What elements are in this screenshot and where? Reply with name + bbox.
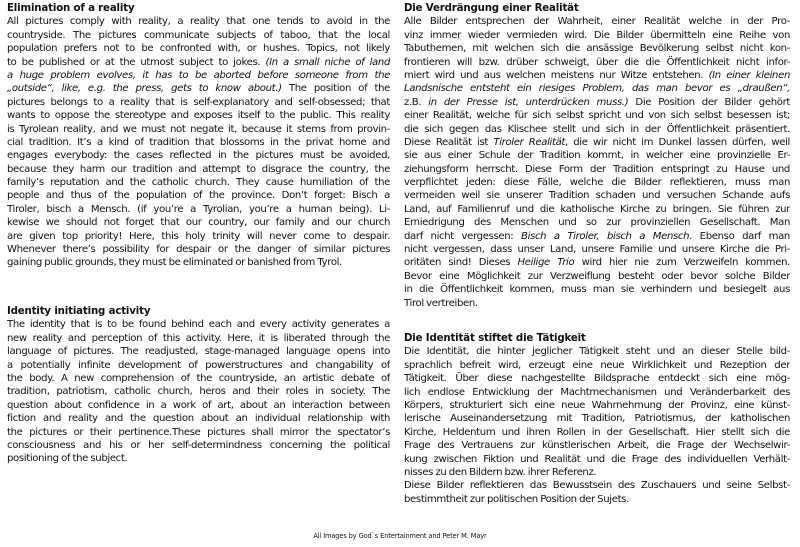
text-line [7,69,390,82]
text-line [404,439,790,452]
text-line [404,123,790,136]
text-line [7,399,390,412]
text-line [7,256,390,269]
text-run: consciousness and his or her self-determindness concerning the political [7,439,390,451]
text-line [404,136,790,149]
text-line [404,230,790,243]
italic-text: Bisch a Tiroler, bisch a Mensch [521,230,690,242]
text-run: Alle Bilder entsprechen der Wahrheit, einer Realität welche in der Pro- [404,16,790,28]
text-line [404,29,790,42]
text-run: people and thus of the population of the province. Don’t forget: Bisch a [7,190,390,202]
text-run: The position of the [281,83,390,95]
text-line [404,399,790,412]
text-run: Bevor eine Möglichkeit zur Verzweiflung besteht oder bevor solche Bilder [404,270,790,282]
text-line [404,426,790,439]
text-line [7,123,390,136]
text-run: are given top priority! Here, this holy trinity will never come to despair. [7,230,390,242]
text-run: vermeiden weil sie unserer Tradition schaden und versuchen Schande aufs [404,190,790,202]
text-run: Diese Realität ist [404,136,494,148]
text-run: . Ebenso darf man [689,230,790,242]
text-line [404,359,790,372]
italic-text: Heilige Trio [517,257,575,269]
text-line [7,96,390,109]
text-line [7,439,390,452]
text-line [7,109,390,122]
text-line [404,189,790,202]
image-credits: All Images by God`s Entertainment and Peter M. Mayr [313,532,487,540]
text-run: because they harm our tradition and attempt to disgrace the country, the [7,163,390,175]
text-line [404,479,790,492]
text-line [404,283,790,296]
text-line [404,297,790,310]
text-line [404,493,790,506]
text-line [7,203,390,216]
text-run: nisses zu den Bildern bzw. ihrer Referenz. [404,466,597,478]
text-run: the body. A new comprehension of the countryside, an artistic debate of [7,372,390,384]
text-run: Whenever there’s possibility for despair or the danger of similar pictures [7,244,390,256]
text-line [7,149,390,162]
text-line [7,176,390,189]
text-run: Körpers, strukturiert sich eine neue Wahrnehmung der Provinz, eine künst- [404,399,790,411]
text-run: engages everybody: the cases reflected in the pictures must be avoided, [7,150,390,162]
text-line [7,82,390,95]
text-line [7,318,390,331]
italic-text: Landsnische entsteht ein riesiges Problem, das man bevor es „draußen“, [404,83,790,95]
text-run: gaining public grounds, they must be eliminated or banished from Tyrol. [7,257,342,269]
text-run: positioning of the subject. [7,453,128,465]
text-line [404,82,790,95]
italic-text: (In einer kleinen [708,69,790,81]
section-body [404,15,790,310]
section-body [7,15,390,269]
text-line [7,15,390,28]
text-line [7,163,390,176]
text-line [404,216,790,229]
text-run: nicht vergessen, dass unser Land, unsere Familie und unsere Kirche die Pri- [404,244,790,256]
text-run: sie aus einer Schule der Tradition kommt, in welcher eine provinzielle Er- [404,150,790,162]
text-run: wird hier nie zum Verzweifeln kommen. [574,257,790,269]
text-line [7,189,390,202]
section-body [7,318,390,465]
text-run: bestimmtheit zur politischen Position der Sujets. [404,493,629,505]
text-run: tradition, patriotism, catholic church, heros and their roles in society. The [7,386,390,398]
section-die-identitaet-stiftet-die-taetigkeit [404,332,790,506]
text-line [404,345,790,358]
text-run: Tirol vertreiben. [404,297,478,309]
text-run: ziehungsform herrscht. Diese Form der Tradition entspringt zu Hause und [404,163,790,175]
section-heading: Identity initiating activity [7,306,151,317]
section-body [404,345,790,506]
text-run: pictures belongs to a reality that is self-explanatory and self-obsessed; that [7,96,390,108]
text-run: question about confidence in a work of art, about an interaction between [7,399,390,411]
text-run: to be published or at the utmost subject to jokes. [7,56,266,68]
italic-text: „outside“, like, e.g. the press, gets to know about.) [7,83,282,95]
text-run: All pictures comply with reality, a reality that one tends to avoid in the [7,16,390,28]
text-line [404,412,790,425]
text-run: , die wir nicht im Dunkel lassen dürfen, weil [565,136,790,148]
text-line [404,372,790,385]
text-run: verpflichtet jeden: diese Fälle, welche die Bilder reflektieren, muss man [404,177,790,189]
text-run: Erniedrigung des Menschen und so zur provinziellen Gesellschaft. Man [404,217,790,229]
text-line [404,453,790,466]
text-run: Tabuthemen, mit welchen sich die ansässige Bevölkerung selbst nicht kon- [404,43,790,55]
text-line [404,163,790,176]
text-line [404,466,790,479]
text-line [7,243,390,256]
text-run: Die Identität, die hinter jeglicher Tätigkeit steht und an dieser Stelle bild- [404,346,790,358]
text-run: The identity that is to be found behind each and every activity generates a [7,319,390,331]
text-line [7,216,390,229]
text-line [404,96,790,109]
text-run: sprachlich befreit wird, erzeugt eine neue Wirklichkeit und Rezeption der [404,359,790,371]
text-line [404,69,790,82]
text-line [7,42,390,55]
text-run: Tätigkeit. Über diese nachgestellte Bildsprache entdeckt sich eine mög- [404,373,790,385]
text-run: Frage des Vertrauens zur künstlerischen Arbeit, die Frage der Wechselwir- [404,440,790,452]
text-line [404,149,790,162]
italic-text: Tiroler Realität [493,136,566,148]
text-line [7,230,390,243]
italic-text: in der Presse ist, unterdrücken muss.) [428,96,629,108]
section-heading: Die Identität stiftet die Tätigkeit [404,333,586,344]
text-run: kung zwischen Fiktion und Realität und die Frage des individuellen Verhält- [404,453,790,465]
text-run: population prefers not to be confronted with, or hushes. Topics, not likely [7,43,390,55]
text-line [7,332,390,345]
text-run: frontieren will bzw. drüber schweigt, über die die Öffentlichkeit nicht infor- [404,56,790,68]
text-run: new reality and perception of this activity. Here, it is liberated through the [7,332,390,344]
text-line [7,136,390,149]
text-run: is Tyrolean reality, and we must not negate it, because it stems from provin- [7,123,390,135]
text-run: family’s reputation and the catholic church. They cause humiliation of the [7,177,390,189]
text-run: einer Realität, welche für sich selbst spricht und von sich selbst besessen ist; [404,110,790,122]
section-die-verdraengung-einer-realitaet [404,2,790,310]
text-run: vinz immer wieder vermieden wird. Die Bilder übermitteln eine Reihe von [404,29,790,41]
text-run: Tiroler, bisch a Mensch. (if you’re a Tyrolian, you’re a human being). Li- [7,203,390,215]
text-run: fiction and reality and the question about an individual relationship with [7,413,390,425]
text-run: in die Öffentlichkeit kommen, muss man sie verhindern und besiegelt aus [404,284,790,296]
text-line [404,270,790,283]
text-run: cial tradition. It’s a kind of tradition that blossoms in the privat home and [7,136,390,148]
text-line [404,56,790,69]
text-run: wants to oppose the stereotype and exposes itself to the public. This reality [7,110,390,122]
section-identity-initiating-activity [7,305,390,466]
text-run: die sich gegen das Klischee stellt und sich in der Öffentlichkeit präsentiert. [404,123,790,135]
text-line [404,386,790,399]
text-line [7,412,390,425]
section-elimination-of-a-reality [7,2,390,270]
text-line [7,345,390,358]
section-heading: Die Verdrängung einer Realität [404,3,579,14]
text-line [404,42,790,55]
text-run: kewise we should not forget that our country, our family and our church [7,217,390,229]
text-run: Diese Bilder reflektieren das Bewusstsein des Zuschauers und seine Selbst- [404,480,790,492]
text-run: the pictures or their pertinence.These pictures shall mirror the spectator’s [7,426,390,438]
text-run: oritäten sind! Dieses [404,257,518,269]
section-heading: Elimination of a reality [7,3,135,14]
text-run: Land, auf Familienruf und die katholische Kirche zu bringen. Sie führen zur [404,203,790,215]
text-run: Die Position der Bilder gehört [628,96,790,108]
text-run: a potentially infinite development of powerstructures and changability of [7,359,390,371]
text-run: lerische Auseinandersetzung mit Tradition, Patriotismus, der katholischen [404,413,790,425]
text-line [7,452,390,465]
text-line [404,15,790,28]
text-line [7,426,390,439]
italic-text: (In a small niche of land [265,56,390,68]
text-line [404,109,790,122]
text-run: countryside. The pictures communicate subjects of taboo, that the local [7,29,390,41]
text-run: z.B. [404,96,429,108]
text-line [404,203,790,216]
text-line [404,256,790,269]
text-line [7,359,390,372]
text-run: miert wird und aus welchen meistens nur Witze entstehen. [404,69,709,81]
italic-text: a huge problem evolves, it has to be aborted before someone from the [7,69,390,81]
text-line [404,243,790,256]
text-run: lich endlose Entwicklung der Machtmechanismen und Veränderbarkeit des [404,386,790,398]
text-line [7,56,390,69]
text-line [404,176,790,189]
text-line [7,29,390,42]
text-line [7,385,390,398]
text-line [7,372,390,385]
text-run: darf nicht vergessen: [404,230,522,242]
text-run: Kirche, Heldentum und ihren Rollen in der Gesellschaft. Hier stellt sich die [404,426,790,438]
text-run: language of pictures. The readjusted, stage-managed language opens into [7,346,390,358]
